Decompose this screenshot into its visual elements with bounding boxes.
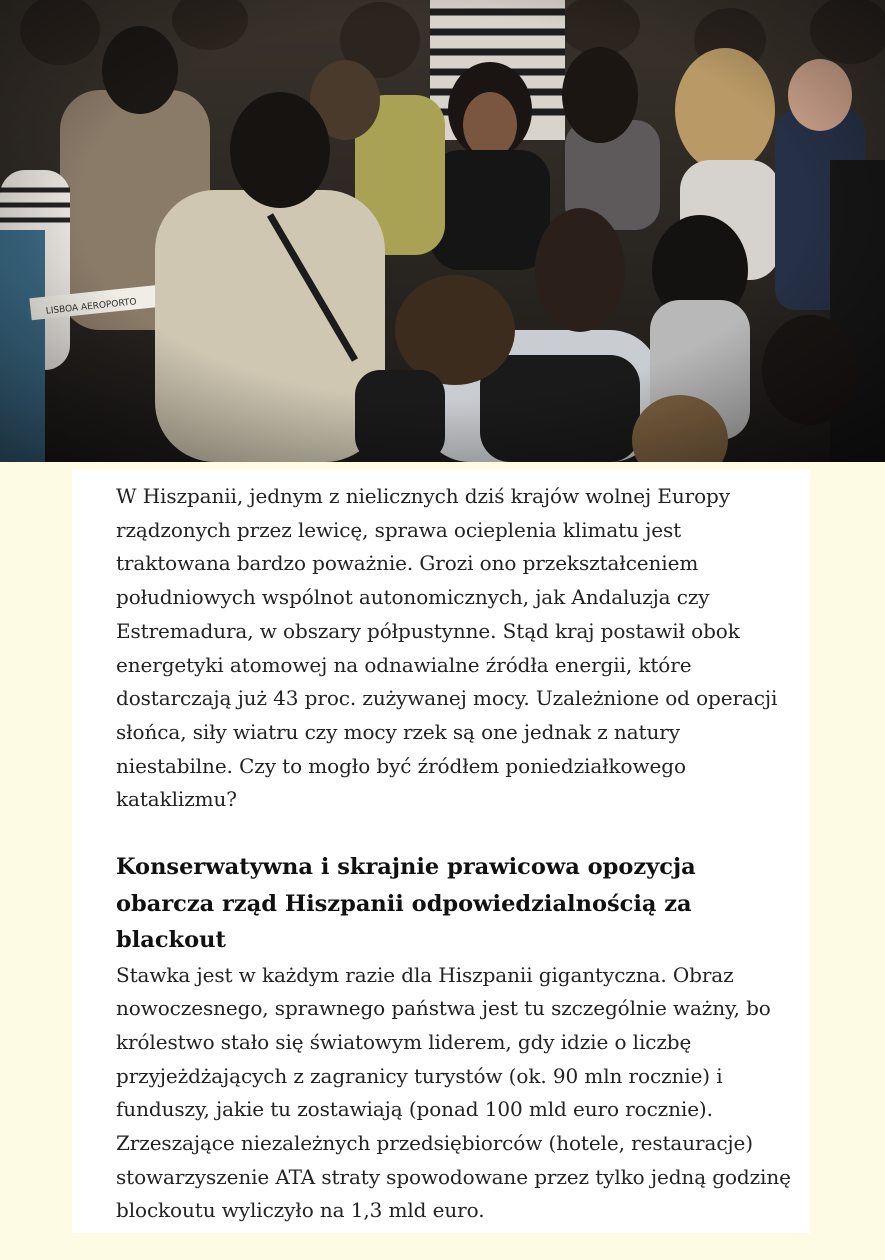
article-paragraph: W Hiszpanii, jednym z nielicznych dziś krajów wolnej Europy rządzonych przez lewicę, sprawa ocieplenia klimatu jest traktowana bardzo poważnie. Grozi ono przekształceniem południowych wspólnot autonomicznych, jak Andaluzja czy Estremadura, w obszary półpustynne. Stąd kraj postawił obok energetyki atomowej na odnawialne źródła energii, które dostarczają już 43 proc. zużywanej mocy. Uzależnione od operacji słońca, siły wiatru czy mocy rzek są one jednak z natury niestabilne. Czy to mogło być źródłem poniedziałkowego kataklizmu? xyxy=(116,484,778,812)
article-paragraph: Stawka jest w każdym razie dla Hiszpanii gigantyczna. Obraz nowoczesnego, sprawnego państwa jest tu szczególnie ważny, bo królestwo stało się światowym liderem, gdy idzie o liczbę przyjeżdżających z zagranicy turystów (ok. 90 mln rocznie) i funduszy, jakie tu zostawiają (ponad 100 mld euro rocznie). Zrzeszające niezależnych przedsiębiorców (hotele, restauracje) stowarzyszenie ATA straty spowodowane przez tylko jedną godzinę blockoutu wyliczyło na 1,3 mld euro. xyxy=(116,962,791,1223)
hero-photo xyxy=(0,0,885,462)
crowd-photo-illustration xyxy=(0,0,885,462)
article-body xyxy=(72,470,810,1233)
section-heading: Konserwatywna i skrajnie prawicowa opozycja obarcza rząd Hiszpanii odpowiedzialnością za blackout xyxy=(116,854,696,954)
